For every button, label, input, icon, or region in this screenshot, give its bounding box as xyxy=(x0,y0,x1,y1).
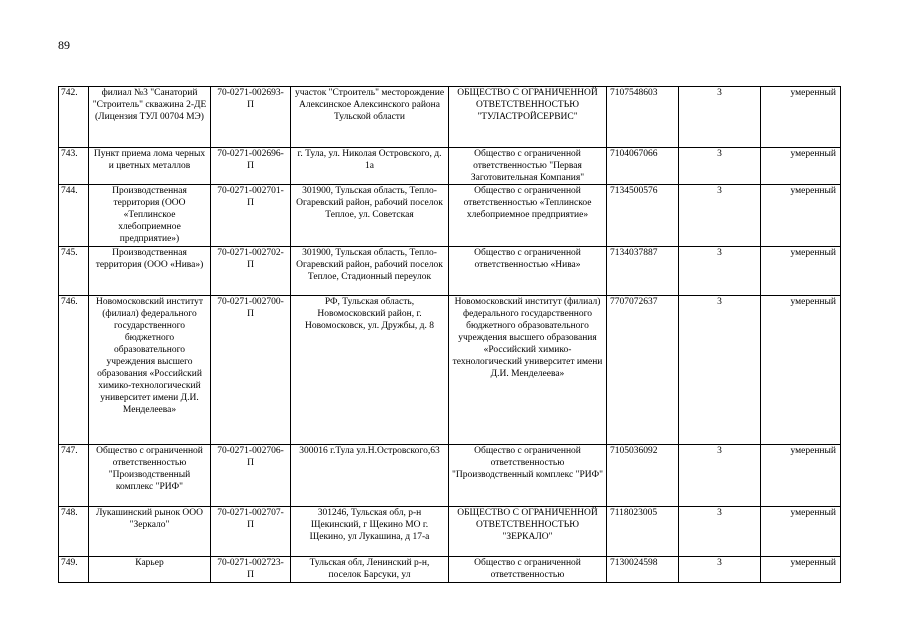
table-row xyxy=(59,445,841,507)
object-address: Тульская обл, Ленинский р-н, поселок Барсуки, ул xyxy=(291,557,449,583)
inn: 7118023005 xyxy=(607,507,679,557)
operator-name: Новомосковский институт (филиал) федерального государственного бюджетного образовательного учреждения высшего образования «Российский химико-технологический университет имени Д.И. Менделеева» xyxy=(449,296,607,445)
category: 3 xyxy=(679,296,761,445)
row-number: 746. xyxy=(59,296,89,445)
operator-name: Общество с ограниченной ответственностью "Производственный комплекс "РИФ" xyxy=(449,445,607,507)
table-row xyxy=(59,148,841,185)
row-number: 748. xyxy=(59,507,89,557)
inn: 7130024598 xyxy=(607,557,679,583)
operator-name: Общество с ограниченной ответственностью «Нива» xyxy=(449,247,607,296)
category: 3 xyxy=(679,185,761,247)
object-name: Общество с ограниченной ответственностью "Производственный комплекс "РИФ" xyxy=(89,445,211,507)
row-number: 745. xyxy=(59,247,89,296)
risk-level: умеренный xyxy=(761,185,841,247)
inn: 7104067066 xyxy=(607,148,679,185)
category: 3 xyxy=(679,87,761,148)
table-row xyxy=(59,247,841,296)
object-code: 70-0271-002707-П xyxy=(211,507,291,557)
inn: 7107548603 xyxy=(607,87,679,148)
table-row xyxy=(59,557,841,583)
risk-level: умеренный xyxy=(761,557,841,583)
object-code: 70-0271-002723-П xyxy=(211,557,291,583)
category: 3 xyxy=(679,445,761,507)
object-name: Пункт приема лома черных и цветных металлов xyxy=(89,148,211,185)
table-row xyxy=(59,507,841,557)
object-code: 70-0271-002700-П xyxy=(211,296,291,445)
object-code: 70-0271-002693-П xyxy=(211,87,291,148)
row-number: 744. xyxy=(59,185,89,247)
table-row xyxy=(59,296,841,445)
category: 3 xyxy=(679,557,761,583)
object-code: 70-0271-002702-П xyxy=(211,247,291,296)
risk-level: умеренный xyxy=(761,445,841,507)
risk-level: умеренный xyxy=(761,87,841,148)
object-name: Лукашинский рынок ООО "Зеркало" xyxy=(89,507,211,557)
object-name: Карьер xyxy=(89,557,211,583)
row-number: 743. xyxy=(59,148,89,185)
risk-level: умеренный xyxy=(761,247,841,296)
table-row xyxy=(59,87,841,148)
row-number: 747. xyxy=(59,445,89,507)
row-number: 749. xyxy=(59,557,89,583)
row-number: 742. xyxy=(59,87,89,148)
object-code: 70-0271-002706-П xyxy=(211,445,291,507)
object-address: участок "Строитель" месторождение Алексинское Алексинского района Тульской области xyxy=(291,87,449,148)
page-number: 89 xyxy=(58,38,70,52)
category: 3 xyxy=(679,507,761,557)
operator-name: Общество с ограниченной ответственностью "Первая Заготовительная Компания" xyxy=(449,148,607,185)
object-name: филиал №3 "Санаторий "Строитель" скважина 2-ДЕ (Лицензия ТУЛ 00704 МЭ) xyxy=(89,87,211,148)
operator-name: ОБЩЕСТВО С ОГРАНИЧЕННОЙ ОТВЕТСТВЕННОСТЬЮ "ЗЕРКАЛО" xyxy=(449,507,607,557)
operator-name: Общество с ограниченной ответственностью xyxy=(449,557,607,583)
object-code: 70-0271-002701-П xyxy=(211,185,291,247)
object-code: 70-0271-002696-П xyxy=(211,148,291,185)
registry-table xyxy=(58,86,841,583)
object-name: Новомосковский институт (филиал) федерального государственного бюджетного образовательного учреждения высшего образования «Российский химико-технологический университет имени Д.И. Менделеева» xyxy=(89,296,211,445)
operator-name: Общество с ограниченной ответственностью «Теплинское хлебоприемное предприятие» xyxy=(449,185,607,247)
category: 3 xyxy=(679,148,761,185)
object-address: г. Тула, ул. Николая Островского, д. 1а xyxy=(291,148,449,185)
table-row xyxy=(59,185,841,247)
object-address: 300016 г.Тула ул.Н.Островского,63 xyxy=(291,445,449,507)
category: 3 xyxy=(679,247,761,296)
object-name: Производственная территория (ООО «Нива») xyxy=(89,247,211,296)
risk-level: умеренный xyxy=(761,296,841,445)
object-address: 301900, Тульская область, Тепло-Огаревский район, рабочий поселок Теплое, ул. Советская xyxy=(291,185,449,247)
inn: 7134500576 xyxy=(607,185,679,247)
object-name: Производственная территория (ООО «Теплинское хлебоприемное предприятие») xyxy=(89,185,211,247)
inn: 7105036092 xyxy=(607,445,679,507)
operator-name: ОБЩЕСТВО С ОГРАНИЧЕННОЙ ОТВЕТСТВЕННОСТЬЮ "ТУЛАСТРОЙСЕРВИС" xyxy=(449,87,607,148)
risk-level: умеренный xyxy=(761,148,841,185)
inn: 7707072637 xyxy=(607,296,679,445)
risk-level: умеренный xyxy=(761,507,841,557)
object-address: 301246, Тульская обл, р-н Щекинский, г Щекино МО г. Щекино, ул Лукашина, д 17-а xyxy=(291,507,449,557)
object-address: РФ, Тульская область, Новомосковский район, г. Новомосковск, ул. Дружбы, д. 8 xyxy=(291,296,449,445)
object-address: 301900, Тульская область, Тепло-Огаревский район, рабочий поселок Теплое, Стадионный переулок xyxy=(291,247,449,296)
inn: 7134037887 xyxy=(607,247,679,296)
